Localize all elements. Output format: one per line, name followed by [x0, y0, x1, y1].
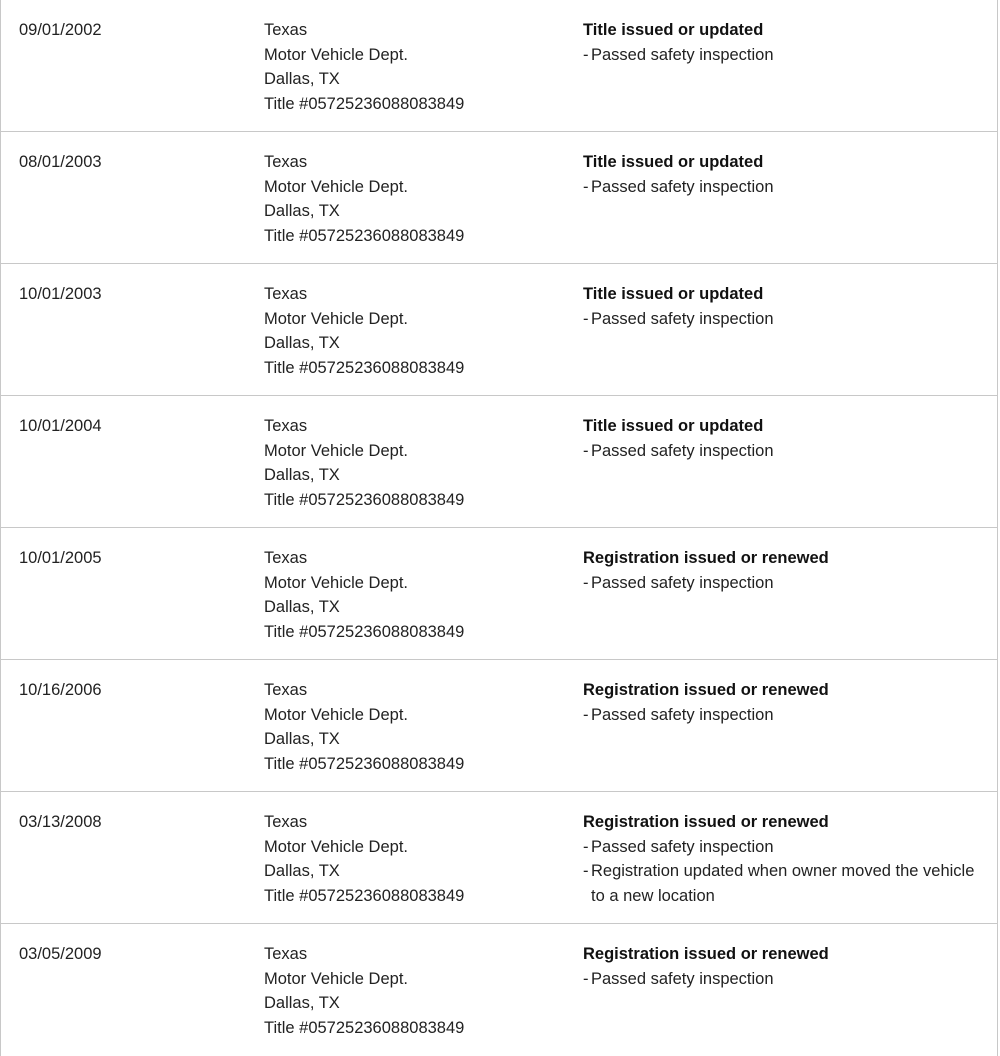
detail-dash: -: [583, 969, 589, 988]
record-date: 03/13/2008: [19, 813, 102, 831]
source-state: Texas: [264, 549, 308, 567]
source-title-number: Title #05725236088083849: [264, 1018, 465, 1037]
event-title: Title issued or updated: [583, 153, 764, 171]
detail-text: Passed safety inspection: [591, 573, 774, 592]
detail-line: [583, 835, 983, 860]
detail-text: Registration updated when owner moved the vehicle to a new location: [591, 862, 975, 905]
detail-text: Passed safety inspection: [591, 177, 774, 196]
detail-line: [583, 307, 983, 332]
detail-dash: -: [583, 309, 589, 328]
detail-text: Passed safety inspection: [591, 45, 774, 64]
source-state: Texas: [264, 285, 308, 303]
detail-dash: -: [583, 441, 589, 460]
source-state: Texas: [264, 153, 308, 171]
record-comments: [583, 18, 983, 67]
source-agency: Motor Vehicle Dept.: [264, 309, 408, 328]
record-comments: [583, 282, 983, 331]
source-location: Dallas, TX: [264, 466, 340, 485]
detail-text: Passed safety inspection: [591, 705, 774, 724]
source-state: Texas: [264, 681, 308, 699]
record-comments: [583, 810, 983, 908]
history-row: [1, 0, 997, 132]
source-title-number: Title #05725236088083849: [264, 622, 465, 641]
record-source: [264, 414, 464, 512]
event-title: Registration issued or renewed: [583, 681, 829, 699]
source-agency: Motor Vehicle Dept.: [264, 705, 408, 724]
source-agency: Motor Vehicle Dept.: [264, 45, 408, 64]
source-title-number: Title #05725236088083849: [264, 94, 465, 113]
detail-line: [583, 703, 983, 728]
source-location: Dallas, TX: [264, 334, 340, 353]
event-details: [583, 835, 983, 909]
history-row: [1, 924, 997, 1056]
source-title-number: Title #05725236088083849: [264, 754, 465, 773]
event-details: [583, 967, 983, 992]
source-title-number: Title #05725236088083849: [264, 490, 465, 509]
source-location: Dallas, TX: [264, 202, 340, 221]
event-details: [583, 307, 983, 332]
detail-text: Passed safety inspection: [591, 969, 774, 988]
source-title-number: Title #05725236088083849: [264, 226, 465, 245]
source-agency: Motor Vehicle Dept.: [264, 573, 408, 592]
event-title: Title issued or updated: [583, 21, 764, 39]
detail-line: [583, 175, 983, 200]
record-comments: [583, 150, 983, 199]
record-comments: [583, 414, 983, 463]
source-location: Dallas, TX: [264, 598, 340, 617]
source-state: Texas: [264, 21, 308, 39]
detail-dash: -: [583, 177, 589, 196]
source-state: Texas: [264, 417, 308, 435]
source-agency: Motor Vehicle Dept.: [264, 441, 408, 460]
detail-line: [583, 859, 983, 908]
record-comments: [583, 678, 983, 727]
source-agency: Motor Vehicle Dept.: [264, 969, 408, 988]
event-details: [583, 703, 983, 728]
source-state: Texas: [264, 945, 308, 963]
source-state: Texas: [264, 813, 308, 831]
detail-dash: -: [583, 705, 589, 724]
history-row: [1, 264, 997, 396]
detail-dash: -: [583, 862, 589, 881]
history-row: [1, 396, 997, 528]
source-agency: Motor Vehicle Dept.: [264, 177, 408, 196]
record-source: [264, 150, 464, 248]
source-agency: Motor Vehicle Dept.: [264, 837, 408, 856]
detail-line: [583, 571, 983, 596]
record-source: [264, 18, 464, 116]
detail-text: Passed safety inspection: [591, 837, 774, 856]
record-date: 10/01/2005: [19, 549, 102, 567]
record-comments: [583, 942, 983, 991]
record-date: 10/16/2006: [19, 681, 102, 699]
source-location: Dallas, TX: [264, 994, 340, 1013]
detail-text: Passed safety inspection: [591, 441, 774, 460]
history-row: [1, 792, 997, 924]
detail-text: Passed safety inspection: [591, 309, 774, 328]
event-details: [583, 175, 983, 200]
source-title-number: Title #05725236088083849: [264, 358, 465, 377]
history-row: [1, 528, 997, 660]
record-date: 09/01/2002: [19, 21, 102, 39]
source-location: Dallas, TX: [264, 862, 340, 881]
record-date: 03/05/2009: [19, 945, 102, 963]
detail-line: [583, 43, 983, 68]
record-date: 08/01/2003: [19, 153, 102, 171]
event-details: [583, 43, 983, 68]
record-comments: [583, 546, 983, 595]
record-source: [264, 942, 464, 1040]
event-title: Registration issued or renewed: [583, 813, 829, 831]
detail-dash: -: [583, 573, 589, 592]
event-title: Registration issued or renewed: [583, 549, 829, 567]
history-row: [1, 660, 997, 792]
detail-line: [583, 967, 983, 992]
history-row: [1, 132, 997, 264]
event-title: Title issued or updated: [583, 285, 764, 303]
detail-dash: -: [583, 837, 589, 856]
record-date: 10/01/2003: [19, 285, 102, 303]
event-title: Title issued or updated: [583, 417, 764, 435]
detail-dash: -: [583, 45, 589, 64]
event-details: [583, 571, 983, 596]
source-location: Dallas, TX: [264, 70, 340, 89]
record-source: [264, 546, 464, 644]
source-location: Dallas, TX: [264, 730, 340, 749]
record-date: 10/01/2004: [19, 417, 102, 435]
record-source: [264, 810, 464, 908]
detail-line: [583, 439, 983, 464]
event-details: [583, 439, 983, 464]
record-source: [264, 282, 464, 380]
event-title: Registration issued or renewed: [583, 945, 829, 963]
record-source: [264, 678, 464, 776]
source-title-number: Title #05725236088083849: [264, 886, 465, 905]
